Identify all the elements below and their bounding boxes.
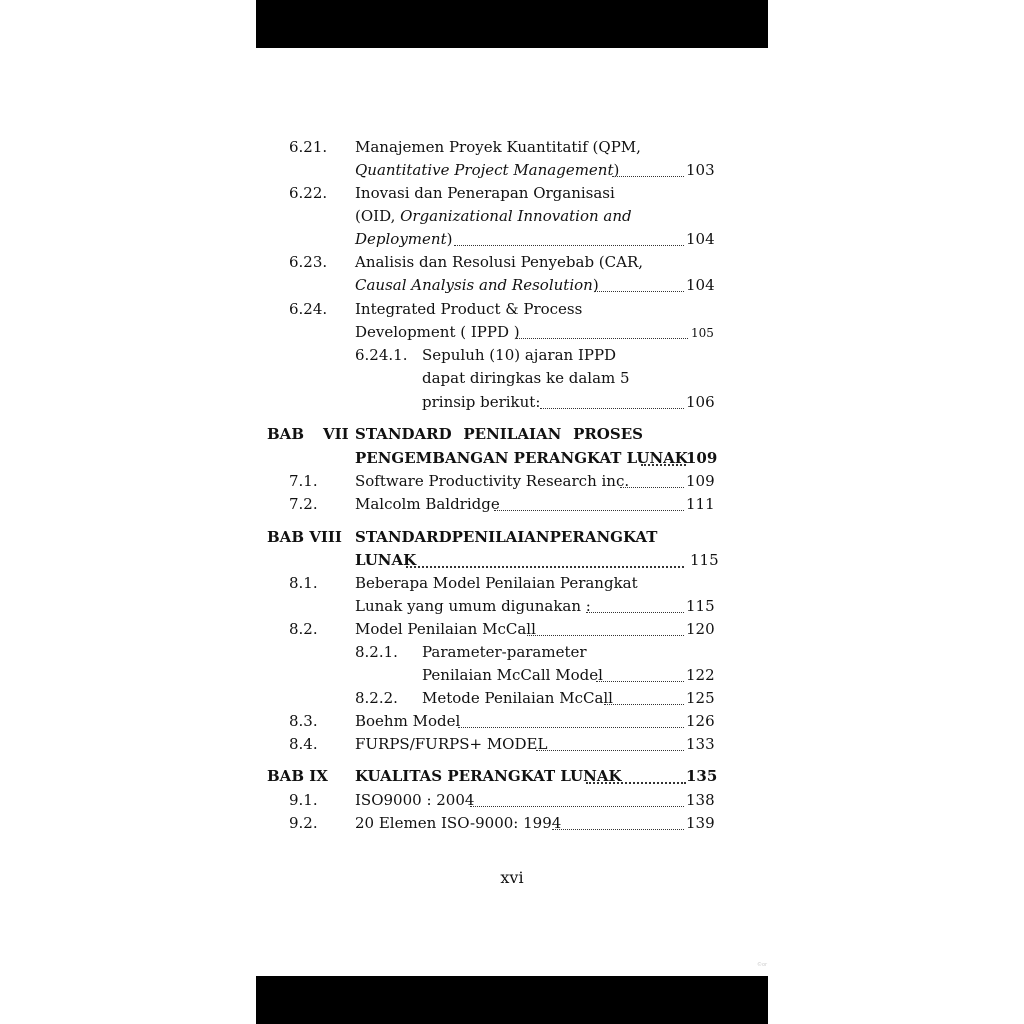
toc-text: ) bbox=[446, 230, 453, 248]
toc-number: 7.2. bbox=[289, 495, 318, 513]
toc-title-cont: dapat diringkas ke dalam 5 bbox=[422, 369, 630, 387]
toc-page: 138 bbox=[686, 791, 715, 809]
chapter-word: PERANGKAT bbox=[549, 528, 658, 546]
toc-title-cont bbox=[355, 229, 452, 249]
dot-leader bbox=[604, 702, 684, 705]
toc-text: ) bbox=[592, 276, 599, 294]
chapter-word: STANDARD bbox=[355, 425, 452, 443]
toc-number: 9.2. bbox=[289, 814, 318, 832]
toc-title: Manajemen Proyek Kuantitatif (QPM, bbox=[355, 138, 641, 156]
toc-title: Software Productivity Research inc. bbox=[355, 472, 630, 490]
toc-page: 109 bbox=[686, 472, 715, 490]
toc-italic: Causal Analysis and Resolution bbox=[355, 276, 593, 294]
toc-title-cont: Development ( IPPD ) bbox=[355, 323, 520, 341]
toc-page: 133 bbox=[686, 735, 715, 753]
toc-italic: Organizational Innovation and bbox=[400, 207, 632, 225]
chapter-title: KUALITAS PERANGKAT LUNAK bbox=[355, 767, 622, 785]
chapter-label: BAB IX bbox=[267, 767, 328, 785]
watermark: ©or bbox=[757, 962, 768, 968]
toc-title: FURPS/FURPS+ MODEL bbox=[355, 735, 548, 753]
chapter-label: BAB VIII bbox=[267, 528, 342, 546]
dot-leader bbox=[586, 780, 686, 784]
dot-leader bbox=[516, 336, 688, 339]
chapter-word: PROSES bbox=[573, 425, 643, 443]
chapter-word: PENILAIAN bbox=[451, 528, 550, 546]
dot-leader bbox=[552, 827, 684, 830]
toc-page: 126 bbox=[686, 712, 715, 730]
toc-title-cont bbox=[355, 275, 599, 295]
toc-number: 8.2.2. bbox=[355, 689, 398, 707]
toc-number: 8.4. bbox=[289, 735, 318, 753]
toc-title: Beberapa Model Penilaian Perangkat bbox=[355, 574, 638, 592]
toc-title: Boehm Model bbox=[355, 712, 461, 730]
dot-leader bbox=[527, 633, 684, 636]
toc-page: 105 bbox=[691, 326, 714, 340]
toc-text: (OID, bbox=[355, 207, 401, 225]
toc-number: 6.22. bbox=[289, 184, 328, 202]
dot-leader bbox=[406, 564, 684, 568]
chapter-page: 135 bbox=[686, 767, 718, 785]
chapter-word: PENILAIAN bbox=[463, 425, 562, 443]
toc-title: Model Penilaian McCall bbox=[355, 620, 536, 638]
toc-title: Analisis dan Resolusi Penyebab (CAR, bbox=[355, 253, 644, 271]
toc-number: 8.3. bbox=[289, 712, 318, 730]
toc-text: ) bbox=[613, 161, 620, 179]
toc-number: 6.24. bbox=[289, 300, 328, 318]
toc-title: Metode Penilaian McCall bbox=[422, 689, 613, 707]
toc-title-cont: Lunak yang umum digunakan : bbox=[355, 597, 591, 615]
chapter-title bbox=[355, 424, 643, 444]
chapter-page: 115 bbox=[690, 551, 719, 569]
toc-number: 6.23. bbox=[289, 253, 328, 271]
dot-leader bbox=[536, 748, 684, 751]
toc-number: 8.2.1. bbox=[355, 643, 398, 661]
dot-leader bbox=[458, 725, 684, 728]
dot-leader bbox=[470, 804, 684, 807]
toc-italic: Quantitative Project Management bbox=[355, 161, 614, 179]
toc-italic: Deployment bbox=[355, 230, 447, 248]
toc-number: 7.1. bbox=[289, 472, 318, 490]
toc-title: ISO9000 : 2004 bbox=[355, 791, 475, 809]
chapter-word: STANDARD bbox=[355, 528, 452, 546]
toc-page: 111 bbox=[686, 495, 715, 513]
toc-title: Malcolm Baldridge bbox=[355, 495, 500, 513]
toc-title: Inovasi dan Penerapan Organisasi bbox=[355, 184, 615, 202]
chapter-roman: VII bbox=[323, 425, 349, 443]
toc-title: 20 Elemen ISO-9000: 1994 bbox=[355, 814, 562, 832]
toc-title-cont: prinsip berikut: bbox=[422, 393, 541, 411]
toc-title: Sepuluh (10) ajaran IPPD bbox=[422, 346, 617, 364]
dot-leader bbox=[494, 508, 684, 511]
dot-leader bbox=[594, 289, 684, 292]
toc-number: 8.1. bbox=[289, 574, 318, 592]
toc-page: 104 bbox=[686, 276, 715, 294]
dot-leader bbox=[612, 174, 684, 177]
dot-leader bbox=[540, 406, 684, 409]
toc-title: Parameter-parameter bbox=[422, 643, 587, 661]
toc-page: 122 bbox=[686, 666, 715, 684]
toc-page: 120 bbox=[686, 620, 715, 638]
toc-page: 104 bbox=[686, 230, 715, 248]
toc-title-cont bbox=[355, 206, 632, 226]
toc-number: 9.1. bbox=[289, 791, 318, 809]
page-number: xvi bbox=[500, 868, 524, 887]
toc-page: 139 bbox=[686, 814, 715, 832]
dot-leader bbox=[454, 243, 684, 246]
dot-leader bbox=[596, 679, 684, 682]
chapter-label: BAB bbox=[267, 425, 304, 443]
chapter-title-cont: LUNAK bbox=[355, 551, 417, 569]
chapter-title bbox=[355, 527, 658, 547]
chapter-title-cont: PENGEMBANGAN PERANGKAT LUNAK bbox=[355, 449, 688, 467]
toc-number: 8.2. bbox=[289, 620, 318, 638]
dot-leader bbox=[641, 462, 686, 466]
toc-number: 6.21. bbox=[289, 138, 328, 156]
toc-page: 103 bbox=[686, 161, 715, 179]
chapter-page: 109 bbox=[686, 449, 718, 467]
toc-number: 6.24.1. bbox=[355, 346, 408, 364]
dot-leader bbox=[586, 610, 684, 613]
toc-title-cont bbox=[355, 160, 619, 180]
toc-page: 125 bbox=[686, 689, 715, 707]
toc-page: 115 bbox=[686, 597, 715, 615]
toc-page: 106 bbox=[686, 393, 715, 411]
toc-title: Integrated Product & Process bbox=[355, 300, 583, 318]
toc-title-cont: Penilaian McCall Model bbox=[422, 666, 603, 684]
dot-leader bbox=[620, 485, 684, 488]
